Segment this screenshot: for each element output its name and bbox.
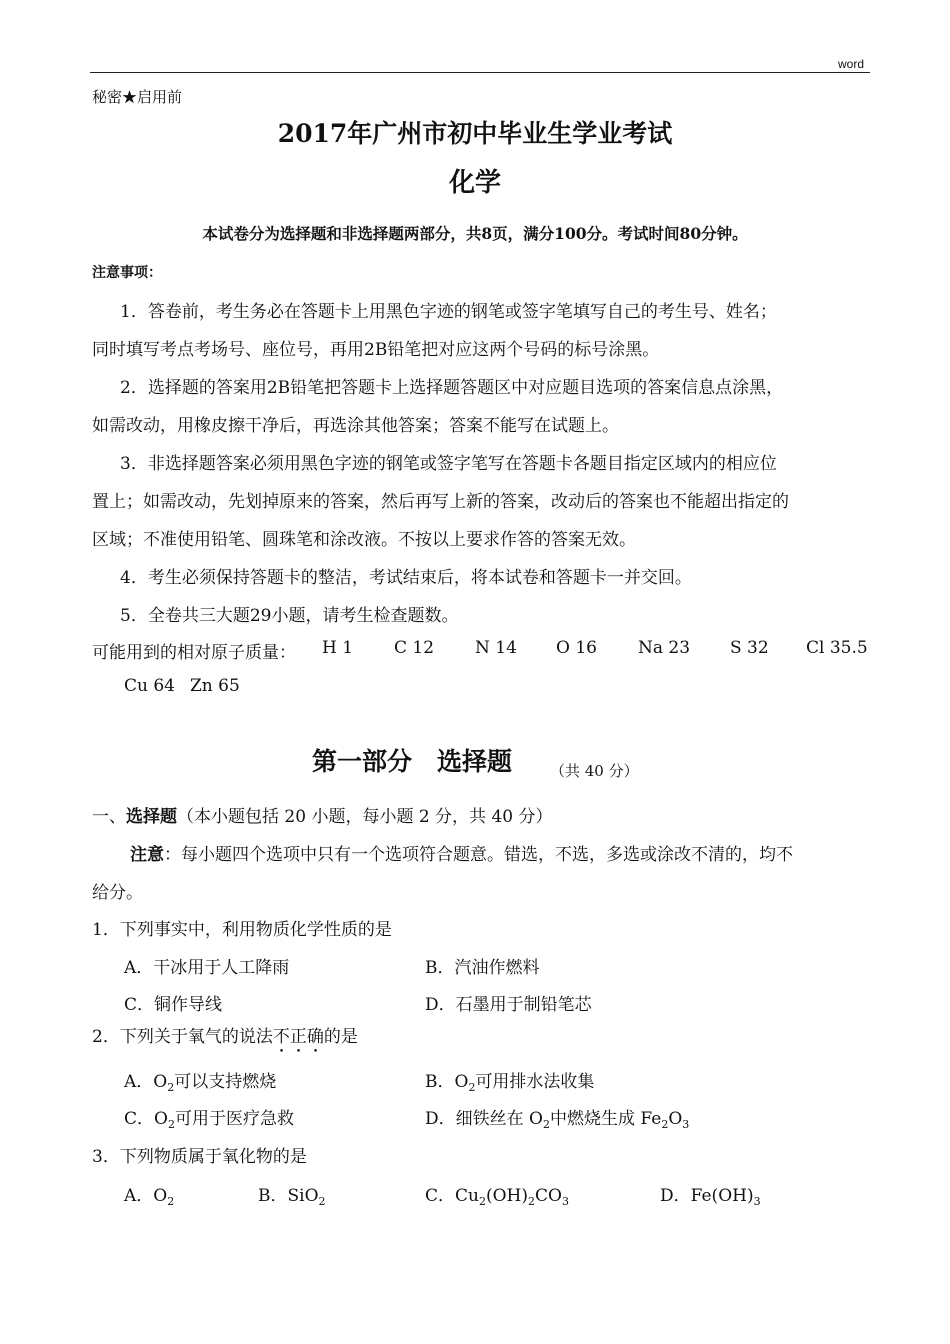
atomic-mass-label: 可能用到的相对原子质量： [92, 643, 296, 663]
option-b [425, 1067, 594, 1094]
option-text: 可用于医疗急救 [174, 1109, 294, 1129]
note-line: 1．答卷前，考生务必在答题卡上用黑色字迹的钢笔或签字笔填写自己的考生号、姓名； [120, 302, 777, 322]
note-line: 2．选择题的答案用2B铅笔把答题卡上选择题答题区中对应题目选项的答案信息点涂黑， [120, 378, 784, 398]
option-text: D．Fe(OH) [660, 1186, 754, 1206]
stem-text: 2．下列关于氧气的说法 [92, 1027, 273, 1047]
option-text: A．O [124, 1186, 168, 1206]
atomic-mass-item: Zn 65 [190, 676, 240, 696]
option-text: D．细铁丝在 O [425, 1109, 543, 1129]
atomic-mass-item: H 1 [322, 638, 354, 658]
option-text: 中燃烧生成 Fe [549, 1109, 662, 1129]
section-score: （共 40 分） [550, 762, 639, 780]
subscript: 2 [167, 1081, 175, 1094]
subject-title: 化学 [448, 168, 501, 198]
stem-text: 的是 [323, 1027, 358, 1047]
question-stem: 1．下列事实中，利用物质化学性质的是 [92, 920, 392, 940]
question-stem [92, 1022, 358, 1057]
subscript: 3 [753, 1195, 761, 1208]
notes-title: 注意事项： [92, 265, 162, 281]
subscript: 2 [478, 1195, 486, 1208]
option-c: C．铜作导线 [124, 995, 223, 1015]
header-rule [90, 72, 870, 73]
option-a [124, 1067, 276, 1094]
atomic-mass-item: O 16 [556, 638, 597, 658]
option-text: 可以支持燃烧 [174, 1072, 277, 1092]
secret-label: 秘密★启用前 [92, 88, 183, 106]
header-word-label: word [838, 57, 865, 71]
part-one-heading [92, 802, 553, 827]
subscript: 2 [528, 1195, 535, 1208]
subscript: 2 [468, 1081, 476, 1094]
emphasized-text: 不正确 [272, 1027, 324, 1047]
option-text: (OH) [485, 1186, 528, 1206]
subscript: 2 [661, 1118, 669, 1131]
note-line: 4．考生必须保持答题卡的整洁，考试结束后，将本试卷和答题卡一并交回。 [120, 568, 692, 588]
notice-bold: 注意 [130, 845, 164, 865]
exam-title: 2017年广州市初中毕业生学业考试 [277, 119, 673, 148]
part-one-bold: 选择题 [126, 807, 177, 827]
option-text: C．O [124, 1109, 168, 1129]
note-line: 区域；不准使用铅笔、圆珠笔和涂改液。不按以上要求作答的答案无效。 [92, 530, 636, 550]
subscript: 3 [682, 1118, 690, 1131]
atomic-mass-item: Cu 64 [124, 676, 175, 696]
option-text: A．O [124, 1072, 168, 1092]
note-line: 如需改动，用橡皮擦干净后，再选涂其他答案；答案不能写在试题上。 [92, 416, 619, 436]
note-line: 置上；如需改动，先划掉原来的答案，然后再写上新的答案，改动后的答案也不能超出指定的 [92, 492, 789, 512]
notice-line [130, 840, 793, 865]
notice-line: 给分。 [92, 883, 143, 903]
option-c [124, 1104, 294, 1131]
subscript: 2 [167, 1195, 175, 1208]
option-c [425, 1181, 569, 1208]
atomic-mass-item: Cl 35.5 [806, 638, 868, 658]
option-text: C．Cu [425, 1186, 479, 1206]
part-one-label: 一、 [92, 807, 126, 827]
atomic-mass-item: Na 23 [638, 638, 691, 658]
note-line: 5．全卷共三大题29小题，请考生检查题数。 [120, 606, 459, 626]
atomic-mass-item: N 14 [475, 638, 517, 658]
note-line: 3．非选择题答案必须用黑色字迹的钢笔或签字笔写在答题卡各题目指定区域内的相应位 [120, 454, 777, 474]
option-text: CO [535, 1186, 562, 1206]
option-text: O [668, 1109, 683, 1129]
atomic-mass-item: S 32 [730, 638, 769, 658]
option-b [258, 1181, 326, 1208]
option-d [660, 1181, 761, 1208]
question-stem: 3．下列物质属于氧化物的是 [92, 1147, 307, 1167]
note-line: 同时填写考点考场号、座位号，再用2B铅笔把对应这两个号码的标号涂黑。 [92, 340, 660, 360]
option-text: 可用排水法收集 [475, 1072, 595, 1092]
option-a [124, 1181, 174, 1208]
atomic-mass-item: C 12 [394, 638, 435, 658]
option-text: B．O [425, 1072, 469, 1092]
option-d [425, 1104, 689, 1131]
option-d: D．石墨用于制铅笔芯 [425, 995, 592, 1015]
option-b: B．汽油作燃料 [425, 958, 540, 978]
part-one-desc: （本小题包括 20 小题，每小题 2 分，共 40 分） [177, 807, 553, 827]
subscript: 3 [561, 1195, 569, 1208]
subscript: 2 [167, 1118, 175, 1131]
exam-intro: 本试卷分为选择题和非选择题两部分，共8页，满分100分。考试时间80分钟。 [202, 224, 748, 243]
section-title: 第一部分 选择题 [312, 747, 513, 776]
notice-text: ：每小题四个选项中只有一个选项符合题意。错选，不选，多选或涂改不清的，均不 [164, 845, 793, 865]
subscript: 2 [318, 1195, 326, 1208]
subscript: 2 [542, 1118, 550, 1131]
option-text: B．SiO [258, 1186, 319, 1206]
option-a: A．干冰用于人工降雨 [124, 958, 290, 978]
